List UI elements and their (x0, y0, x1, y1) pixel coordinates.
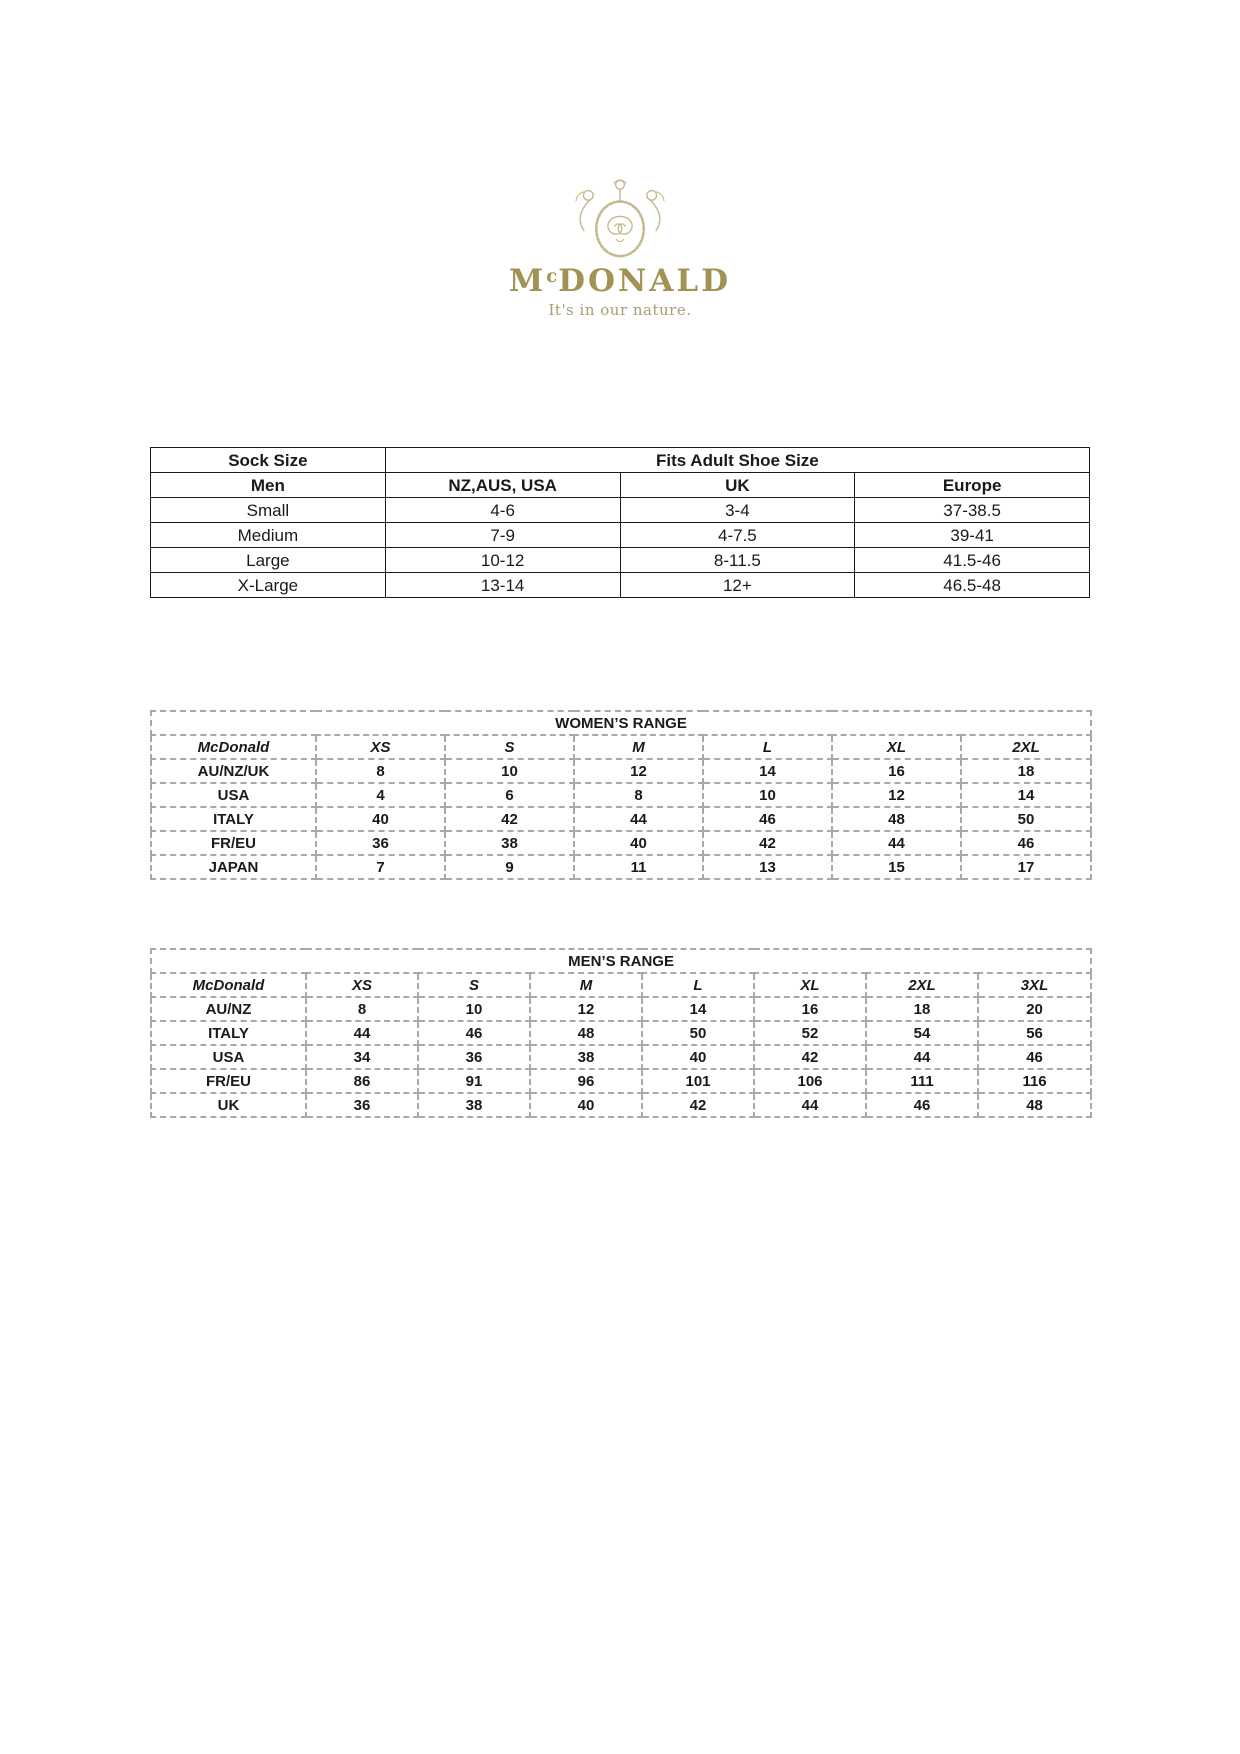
table-row (151, 1069, 1091, 1093)
value-cell: 46.5-48 (855, 573, 1090, 598)
table-row (151, 473, 1090, 498)
size-header-cell: S (445, 735, 574, 759)
value-cell: 15 (832, 855, 961, 879)
table-row (151, 523, 1090, 548)
value-cell: 40 (574, 831, 703, 855)
brand-header-cell: McDonald (151, 973, 306, 997)
value-cell: 14 (703, 759, 832, 783)
value-cell: 18 (961, 759, 1091, 783)
sock-size-header-cell: Sock Size (151, 448, 386, 473)
value-cell: 10 (418, 997, 530, 1021)
brand-rest: DONALD (558, 263, 732, 299)
value-cell: 38 (418, 1093, 530, 1117)
size-header-cell: XS (306, 973, 418, 997)
value-cell: 40 (530, 1093, 642, 1117)
value-cell: 44 (754, 1093, 866, 1117)
value-cell: 91 (418, 1069, 530, 1093)
value-cell: 14 (642, 997, 754, 1021)
mens-range-table (150, 948, 1092, 1118)
value-cell: 54 (866, 1021, 978, 1045)
value-cell: 16 (832, 759, 961, 783)
value-cell: 42 (642, 1093, 754, 1117)
table-row (151, 831, 1091, 855)
womens-range-title-cell: WOMEN’S RANGE (151, 711, 1091, 735)
row-label-cell: Medium (151, 523, 386, 548)
value-cell: 13 (703, 855, 832, 879)
size-header-cell: L (703, 735, 832, 759)
table-row (151, 807, 1091, 831)
womens-range-table (150, 710, 1092, 880)
value-cell: 101 (642, 1069, 754, 1093)
value-cell: 13-14 (385, 573, 620, 598)
value-cell: 17 (961, 855, 1091, 879)
value-cell: 4 (316, 783, 445, 807)
size-header-cell: 3XL (978, 973, 1091, 997)
value-cell: 106 (754, 1069, 866, 1093)
value-cell: 16 (754, 997, 866, 1021)
size-header-cell: M (530, 973, 642, 997)
row-label-cell: AU/NZ/UK (151, 759, 316, 783)
value-cell: 18 (866, 997, 978, 1021)
table-row (151, 855, 1091, 879)
table-row (151, 759, 1091, 783)
value-cell: 10 (445, 759, 574, 783)
column-header-cell: Europe (855, 473, 1090, 498)
value-cell: 40 (642, 1045, 754, 1069)
value-cell: 4-6 (385, 498, 620, 523)
table-row (151, 735, 1091, 759)
fits-adult-shoe-size-header-cell: Fits Adult Shoe Size (385, 448, 1089, 473)
table-row (151, 573, 1090, 598)
value-cell: 12 (832, 783, 961, 807)
brand-small-c: c (546, 266, 559, 288)
value-cell: 38 (530, 1045, 642, 1069)
table-row (151, 498, 1090, 523)
sock-size-table (150, 447, 1090, 598)
value-cell: 46 (703, 807, 832, 831)
value-cell: 96 (530, 1069, 642, 1093)
mens-range-title-cell: MEN’S RANGE (151, 949, 1091, 973)
value-cell: 42 (703, 831, 832, 855)
table-row (151, 1093, 1091, 1117)
value-cell: 56 (978, 1021, 1091, 1045)
row-label-cell: ITALY (151, 807, 316, 831)
row-label-cell: FR/EU (151, 831, 316, 855)
value-cell: 3-4 (620, 498, 855, 523)
value-cell: 10-12 (385, 548, 620, 573)
table-row (151, 1045, 1091, 1069)
row-label-cell: USA (151, 1045, 306, 1069)
value-cell: 50 (961, 807, 1091, 831)
brand-header-cell: McDonald (151, 735, 316, 759)
row-label-cell: FR/EU (151, 1069, 306, 1093)
value-cell: 34 (306, 1045, 418, 1069)
value-cell: 8 (316, 759, 445, 783)
value-cell: 8-11.5 (620, 548, 855, 573)
value-cell: 8 (574, 783, 703, 807)
value-cell: 12 (574, 759, 703, 783)
table-row (151, 783, 1091, 807)
row-label-cell: USA (151, 783, 316, 807)
row-label-cell: AU/NZ (151, 997, 306, 1021)
size-header-cell: M (574, 735, 703, 759)
table-row (151, 448, 1090, 473)
row-label-cell: ITALY (151, 1021, 306, 1045)
row-label-cell: Large (151, 548, 386, 573)
value-cell: 50 (642, 1021, 754, 1045)
row-label-cell: JAPAN (151, 855, 316, 879)
value-cell: 11 (574, 855, 703, 879)
value-cell: 20 (978, 997, 1091, 1021)
value-cell: 48 (832, 807, 961, 831)
value-cell: 48 (530, 1021, 642, 1045)
value-cell: 46 (418, 1021, 530, 1045)
value-cell: 38 (445, 831, 574, 855)
value-cell: 42 (445, 807, 574, 831)
value-cell: 86 (306, 1069, 418, 1093)
table-row (151, 973, 1091, 997)
value-cell: 111 (866, 1069, 978, 1093)
brand-name (0, 264, 1240, 298)
value-cell: 39-41 (855, 523, 1090, 548)
column-header-cell: NZ,AUS, USA (385, 473, 620, 498)
value-cell: 36 (418, 1045, 530, 1069)
row-label-cell: UK (151, 1093, 306, 1117)
size-header-cell: XL (832, 735, 961, 759)
value-cell: 37-38.5 (855, 498, 1090, 523)
value-cell: 8 (306, 997, 418, 1021)
value-cell: 12 (530, 997, 642, 1021)
brand-tagline: It's in our nature. (548, 301, 692, 320)
value-cell: 46 (866, 1093, 978, 1117)
row-label-cell: Small (151, 498, 386, 523)
value-cell: 4-7.5 (620, 523, 855, 548)
table-row (151, 949, 1091, 973)
brand-initial: M (508, 263, 547, 299)
value-cell: 9 (445, 855, 574, 879)
value-cell: 7 (316, 855, 445, 879)
value-cell: 41.5-46 (855, 548, 1090, 573)
value-cell: 116 (978, 1069, 1091, 1093)
value-cell: 44 (574, 807, 703, 831)
ram-crest-icon (535, 176, 705, 264)
size-header-cell: 2XL (961, 735, 1091, 759)
size-header-cell: 2XL (866, 973, 978, 997)
value-cell: 46 (961, 831, 1091, 855)
row-label-cell: X-Large (151, 573, 386, 598)
value-cell: 10 (703, 783, 832, 807)
column-header-cell: Men (151, 473, 386, 498)
value-cell: 44 (306, 1021, 418, 1045)
value-cell: 14 (961, 783, 1091, 807)
value-cell: 48 (978, 1093, 1091, 1117)
value-cell: 12+ (620, 573, 855, 598)
brand-logo (0, 176, 1240, 319)
value-cell: 52 (754, 1021, 866, 1045)
value-cell: 46 (978, 1045, 1091, 1069)
value-cell: 42 (754, 1045, 866, 1069)
value-cell: 36 (306, 1093, 418, 1117)
value-cell: 7-9 (385, 523, 620, 548)
value-cell: 6 (445, 783, 574, 807)
value-cell: 36 (316, 831, 445, 855)
value-cell: 44 (832, 831, 961, 855)
value-cell: 40 (316, 807, 445, 831)
column-header-cell: UK (620, 473, 855, 498)
table-row (151, 711, 1091, 735)
table-row (151, 1021, 1091, 1045)
size-header-cell: XS (316, 735, 445, 759)
table-row (151, 997, 1091, 1021)
size-header-cell: XL (754, 973, 866, 997)
value-cell: 44 (866, 1045, 978, 1069)
size-header-cell: L (642, 973, 754, 997)
table-row (151, 548, 1090, 573)
size-header-cell: S (418, 973, 530, 997)
